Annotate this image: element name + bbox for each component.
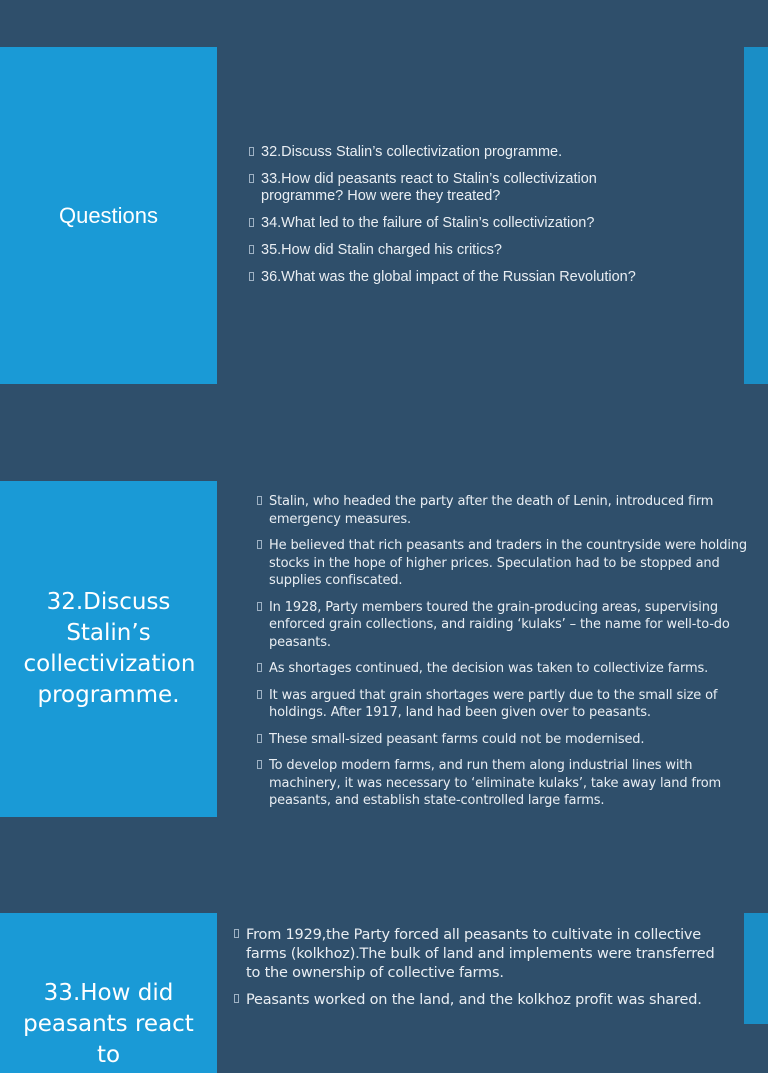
bullet-text: 33.How did peasants react to Stalin’s collectivization programme? How were they treated? (261, 171, 597, 204)
bullet-list (246, 926, 726, 1018)
slide-question-32 (0, 481, 768, 817)
list-item (269, 687, 749, 722)
bullet-text: From 1929,the Party forced all peasants to cultivate in collective farms (kolkhoz).The bulk of land and implements were transferred to the ownership of collective farms. (246, 927, 715, 981)
bullet-icon (249, 272, 254, 281)
bullet-icon (234, 994, 239, 1003)
bullet-list (269, 493, 749, 819)
list-item (246, 991, 726, 1010)
list-item (269, 731, 749, 749)
bullet-icon (234, 929, 239, 938)
bullet-icon (249, 147, 254, 156)
list-item (261, 171, 681, 205)
bullet-icon (257, 540, 262, 549)
bullet-text: As shortages continued, the decision was taken to collectivize farms. (269, 661, 709, 676)
slide-questions (0, 47, 768, 384)
slide-title (0, 47, 217, 384)
bullet-icon (257, 734, 262, 743)
bullet-text: 35.How did Stalin charged his critics? (261, 242, 502, 258)
bullet-text: These small-sized peasant farms could not be modernised. (269, 731, 645, 747)
bullet-icon (257, 602, 262, 611)
list-item (261, 215, 681, 232)
list-item (261, 144, 681, 161)
list-item (269, 493, 749, 528)
bullet-icon (257, 496, 262, 505)
slide-title-text: 33.How did peasants react to (23, 980, 194, 1068)
bullet-text: 32.Discuss Stalin’s collectivization programme. (261, 144, 563, 160)
bullet-icon (249, 218, 254, 227)
bullet-text: To develop modern farms, and run them along industrial lines with machinery, it was necessary to ‘eliminate kulaks’, take away land from peasants, and establish state-controlled large farms. (269, 758, 722, 808)
bullet-icon (249, 174, 254, 183)
bullet-text: Peasants worked on the land, and the kolkhoz profit was shared. (246, 992, 702, 1008)
bullet-text: Stalin, who headed the party after the death of Lenin, introduced firm emergency measures. (269, 494, 714, 527)
slide-title (0, 913, 217, 1073)
bullet-icon (249, 245, 254, 254)
slide-title-text: Questions (58, 202, 159, 228)
bullet-text: 36.What was the global impact of the Russian Revolution? (261, 269, 636, 285)
bullet-icon (257, 690, 262, 699)
bullet-icon (257, 760, 262, 769)
accent-strip (744, 913, 768, 1024)
list-item (261, 269, 681, 286)
bullet-list (261, 144, 681, 296)
slide-question-33 (0, 913, 768, 1068)
list-item (269, 537, 749, 590)
list-item (269, 599, 749, 652)
bullet-text: It was argued that grain shortages were partly due to the small size of holdings. After 1917, land had been given over to peasants. (269, 687, 718, 720)
list-item (269, 757, 749, 810)
list-item (261, 242, 681, 259)
slide-title (0, 481, 217, 817)
slide-title-text: 32.Discuss Stalin’s collectivization programme. (23, 589, 196, 708)
bullet-text: In 1928, Party members toured the grain-producing areas, supervising enforced grain collections, and raiding ‘kulaks’ – the name for well-to-do peasants. (269, 599, 730, 650)
list-item (246, 926, 726, 983)
list-item (269, 660, 749, 678)
accent-strip (744, 47, 768, 384)
bullet-text: He believed that rich peasants and traders in the countryside were holding stocks in the hope of higher prices. Speculation had to be stopped and supplies confiscated. (269, 538, 747, 588)
bullet-text: 34.What led to the failure of Stalin’s collectivization? (261, 215, 595, 231)
bullet-icon (257, 663, 262, 672)
